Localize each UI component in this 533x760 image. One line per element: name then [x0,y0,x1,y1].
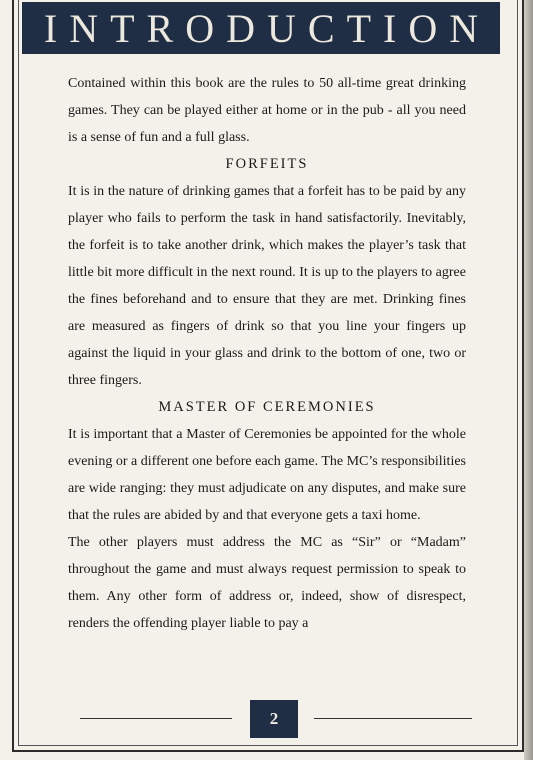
footer-rule-right [314,718,472,719]
mc-paragraph-1: It is important that a Master of Ceremonies be appointed for the whole evening or a different one before each game. The MC’s responsibilities are wide ranging: they must adjudicate on any disputes, and make sure that the rules are abided by and that everyone gets a taxi home. [68,427,466,523]
mc-heading: MASTER OF CEREMONIES [158,399,376,415]
page-number-badge [250,700,298,738]
page-number: 2 [269,709,279,728]
title-banner [22,2,500,54]
forfeits-heading: FORFEITS [225,156,309,172]
forfeits-paragraph: It is in the nature of drinking games that a forfeit has to be paid by any player who fails to perform the task in hand satisfactorily. Inevitably, the forfeit is to take another drink, which makes the player’s task that little bit more difficult in the next round. It is up to the players to agree the fines beforehand and to ensure that they are met. Drinking fines are measured as fingers of drink so that you line your fingers up against the liquid in your glass and drink to the bottom of one, two or three fingers. [68,184,466,388]
intro-paragraph: Contained within this book are the rules to 50 all-time great drinking games. They can be played either at home or in the pub - all you need is a sense of fun and a full glass. [68,76,466,145]
page-edge-shadow [524,0,533,760]
mc-paragraph-2: The other players must address the MC as “Sir” or “Madam” throughout the game and must always request permission to speak to them. Any other form of address or, indeed, show of disrespect, renders the offending player liable to pay a [68,535,466,631]
footer-rule-left [80,718,232,719]
page-content [68,70,466,637]
page-title: INTRODUCTION [43,5,491,51]
